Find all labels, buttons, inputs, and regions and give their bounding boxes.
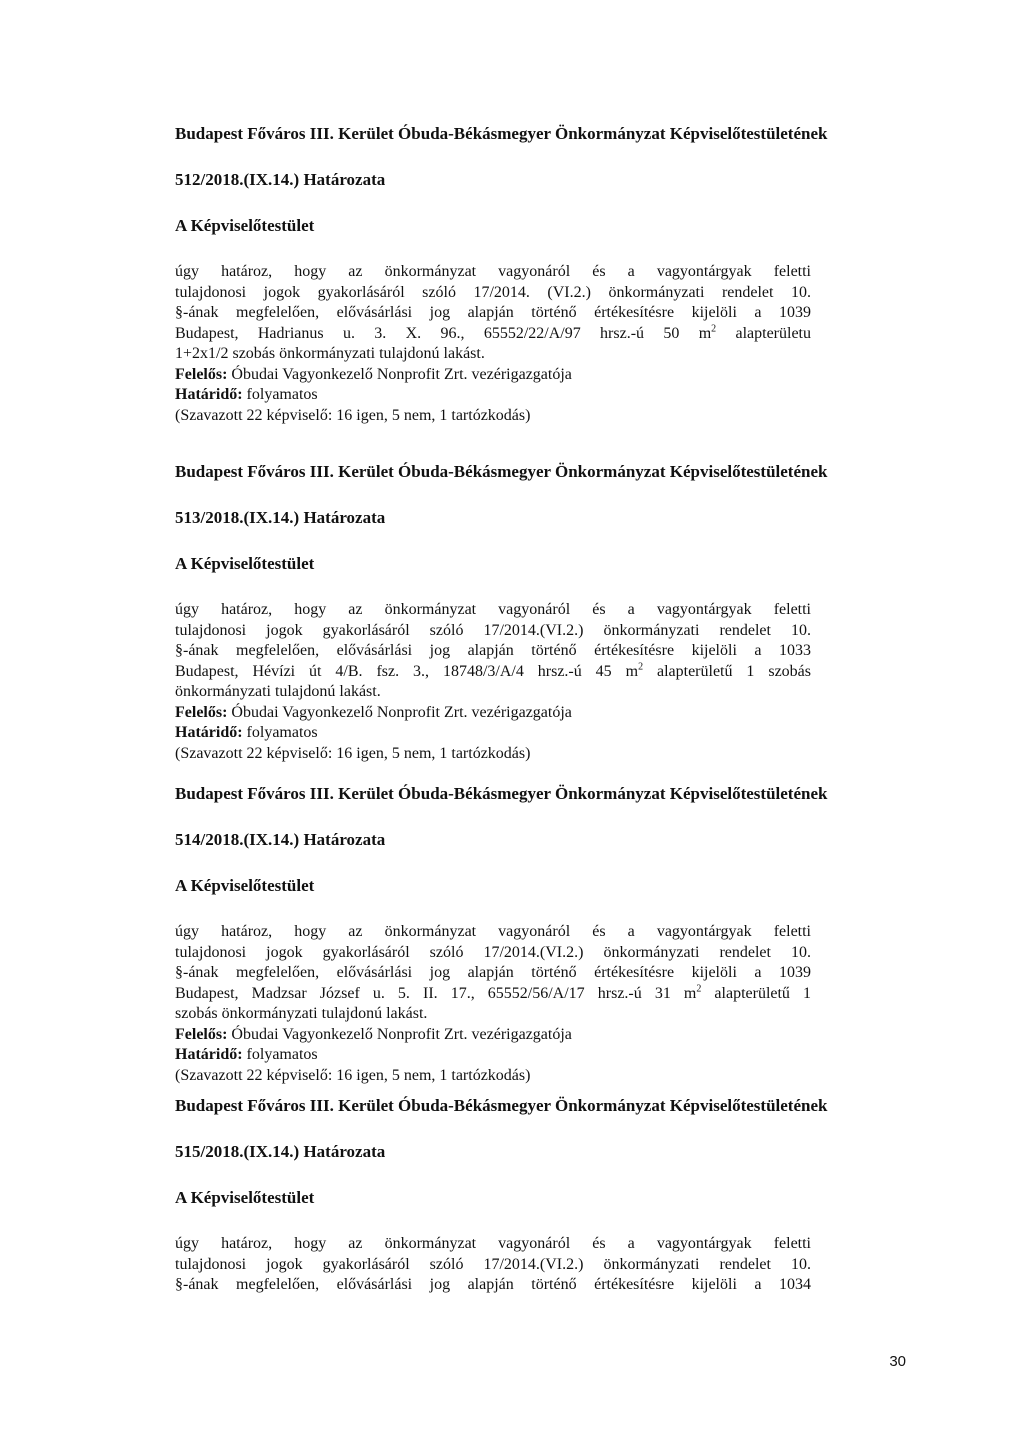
responsible-row — [175, 365, 811, 386]
text-line: §-ának megfelelően, elővásárlási jog alapján történő értékesítésre kijelöli a 1039 — [175, 304, 811, 321]
resolution-514 — [175, 782, 828, 1086]
resolution-number: 514/2018.(IX.14.) Határozata — [175, 830, 386, 849]
text-line: úgy határoz, hogy az önkormányzat vagyonáról és a vagyontárgyak feletti — [175, 923, 811, 940]
text-segment: Budapest, Hévízi út 4/B. fsz. 3., 18748/3/A/4 hrsz.-ú 45 m — [175, 662, 639, 680]
deadline-row — [175, 723, 811, 744]
text-line: §-ának megfelelően, elővásárlási jog alapján történő értékesítésre kijelöli a 1034 — [175, 1276, 811, 1293]
text-line: úgy határoz, hogy az önkormányzat vagyonáról és a vagyontárgyak feletti — [175, 263, 811, 280]
responsible-value: Óbudai Vagyonkezelő Nonprofit Zrt. vezérigazgatója — [231, 703, 572, 721]
resolution-513 — [175, 460, 828, 764]
resolution-text — [175, 600, 811, 703]
resolution-text — [175, 1234, 811, 1296]
deadline-row — [175, 385, 811, 406]
decision-body: A Képviselőtestület — [175, 1188, 315, 1207]
deadline-value: folyamatos — [246, 1046, 318, 1063]
superscript: 2 — [711, 323, 717, 335]
resolution-512 — [175, 122, 828, 426]
responsible-row — [175, 703, 811, 724]
text-line: úgy határoz, hogy az önkormányzat vagyonáról és a vagyontárgyak feletti — [175, 1235, 811, 1252]
resolution-text — [175, 922, 811, 1025]
responsible-label: Felelős: — [175, 703, 228, 721]
responsible-label: Felelős: — [175, 1025, 228, 1043]
text-line: §-ának megfelelően, elővásárlási jog alapján történő értékesítésre kijelöli a 1033 — [175, 642, 811, 659]
text-line — [175, 984, 811, 1005]
text-segment: alapterületű 1 szobás — [643, 662, 812, 680]
text-line: önkormányzati tulajdonú lakást. — [175, 683, 381, 700]
text-line: szobás önkormányzati tulajdonú lakást. — [175, 1005, 428, 1022]
text-line: tulajdonosi jogok gyakorlásáról szóló 17/2014. (VI.2.) önkormányzati rendelet 10. — [175, 283, 811, 301]
text-line: tulajdonosi jogok gyakorlásáról szóló 17/2014.(VI.2.) önkormányzati rendelet 10. — [175, 1255, 811, 1273]
resolution-515 — [175, 1094, 828, 1296]
text-segment: alapterületű 1 — [701, 984, 812, 1002]
text-line: tulajdonosi jogok gyakorlásáról szóló 17/2014.(VI.2.) önkormányzati rendelet 10. — [175, 943, 811, 961]
text-segment: Budapest, Hadrianus u. 3. X. 96., 65552/22/A/97 hrsz.-ú 50 m — [175, 324, 712, 342]
responsible-row — [175, 1025, 811, 1046]
text-line: tulajdonosi jogok gyakorlásáról szóló 17/2014.(VI.2.) önkormányzati rendelet 10. — [175, 621, 811, 639]
responsible-label: Felelős: — [175, 365, 228, 383]
deadline-label: Határidő: — [175, 724, 243, 741]
text-segment: Budapest, Madzsar József u. 5. II. 17., 65552/56/A/17 hrsz.-ú 31 m — [175, 984, 697, 1002]
deadline-label: Határidő: — [175, 1046, 243, 1063]
text-line: 1+2x1/2 szobás önkormányzati tulajdonú lakást. — [175, 345, 485, 362]
decision-body: A Képviselőtestület — [175, 554, 315, 573]
resolution-number: 515/2018.(IX.14.) Határozata — [175, 1142, 386, 1161]
text-line: úgy határoz, hogy az önkormányzat vagyonáról és a vagyontárgyak feletti — [175, 601, 811, 618]
text-line: §-ának megfelelően, elővásárlási jog alapján történő értékesítésre kijelöli a 1039 — [175, 964, 811, 981]
deadline-value: folyamatos — [246, 724, 318, 741]
decision-body: A Képviselőtestület — [175, 216, 315, 235]
resolution-number: 513/2018.(IX.14.) Határozata — [175, 508, 386, 527]
text-line — [175, 324, 811, 345]
council-header: Budapest Főváros III. Kerület Óbuda-Békásmegyer Önkormányzat Képviselőtestületének — [175, 462, 828, 481]
text-line — [175, 662, 811, 683]
council-header: Budapest Főváros III. Kerület Óbuda-Békásmegyer Önkormányzat Képviselőtestületének — [175, 124, 828, 143]
resolution-number: 512/2018.(IX.14.) Határozata — [175, 170, 386, 189]
superscript: 2 — [638, 661, 644, 673]
resolution-text — [175, 262, 811, 365]
deadline-row — [175, 1045, 811, 1066]
council-header: Budapest Főváros III. Kerület Óbuda-Békásmegyer Önkormányzat Képviselőtestületének — [175, 1096, 828, 1115]
responsible-value: Óbudai Vagyonkezelő Nonprofit Zrt. vezérigazgatója — [231, 365, 572, 383]
deadline-value: folyamatos — [246, 386, 318, 403]
superscript: 2 — [696, 983, 702, 995]
vote-result: (Szavazott 22 képviselő: 16 igen, 5 nem, 1 tartózkodás) — [175, 744, 531, 762]
page-number: 30 — [889, 1353, 906, 1370]
decision-body: A Képviselőtestület — [175, 876, 315, 895]
responsible-value: Óbudai Vagyonkezelő Nonprofit Zrt. vezérigazgatója — [231, 1025, 572, 1043]
deadline-label: Határidő: — [175, 386, 243, 403]
vote-result: (Szavazott 22 képviselő: 16 igen, 5 nem, 1 tartózkodás) — [175, 406, 531, 424]
council-header: Budapest Főváros III. Kerület Óbuda-Békásmegyer Önkormányzat Képviselőtestületének — [175, 784, 828, 803]
text-segment: alapterületu — [716, 324, 812, 342]
vote-result: (Szavazott 22 képviselő: 16 igen, 5 nem, 1 tartózkodás) — [175, 1066, 531, 1084]
